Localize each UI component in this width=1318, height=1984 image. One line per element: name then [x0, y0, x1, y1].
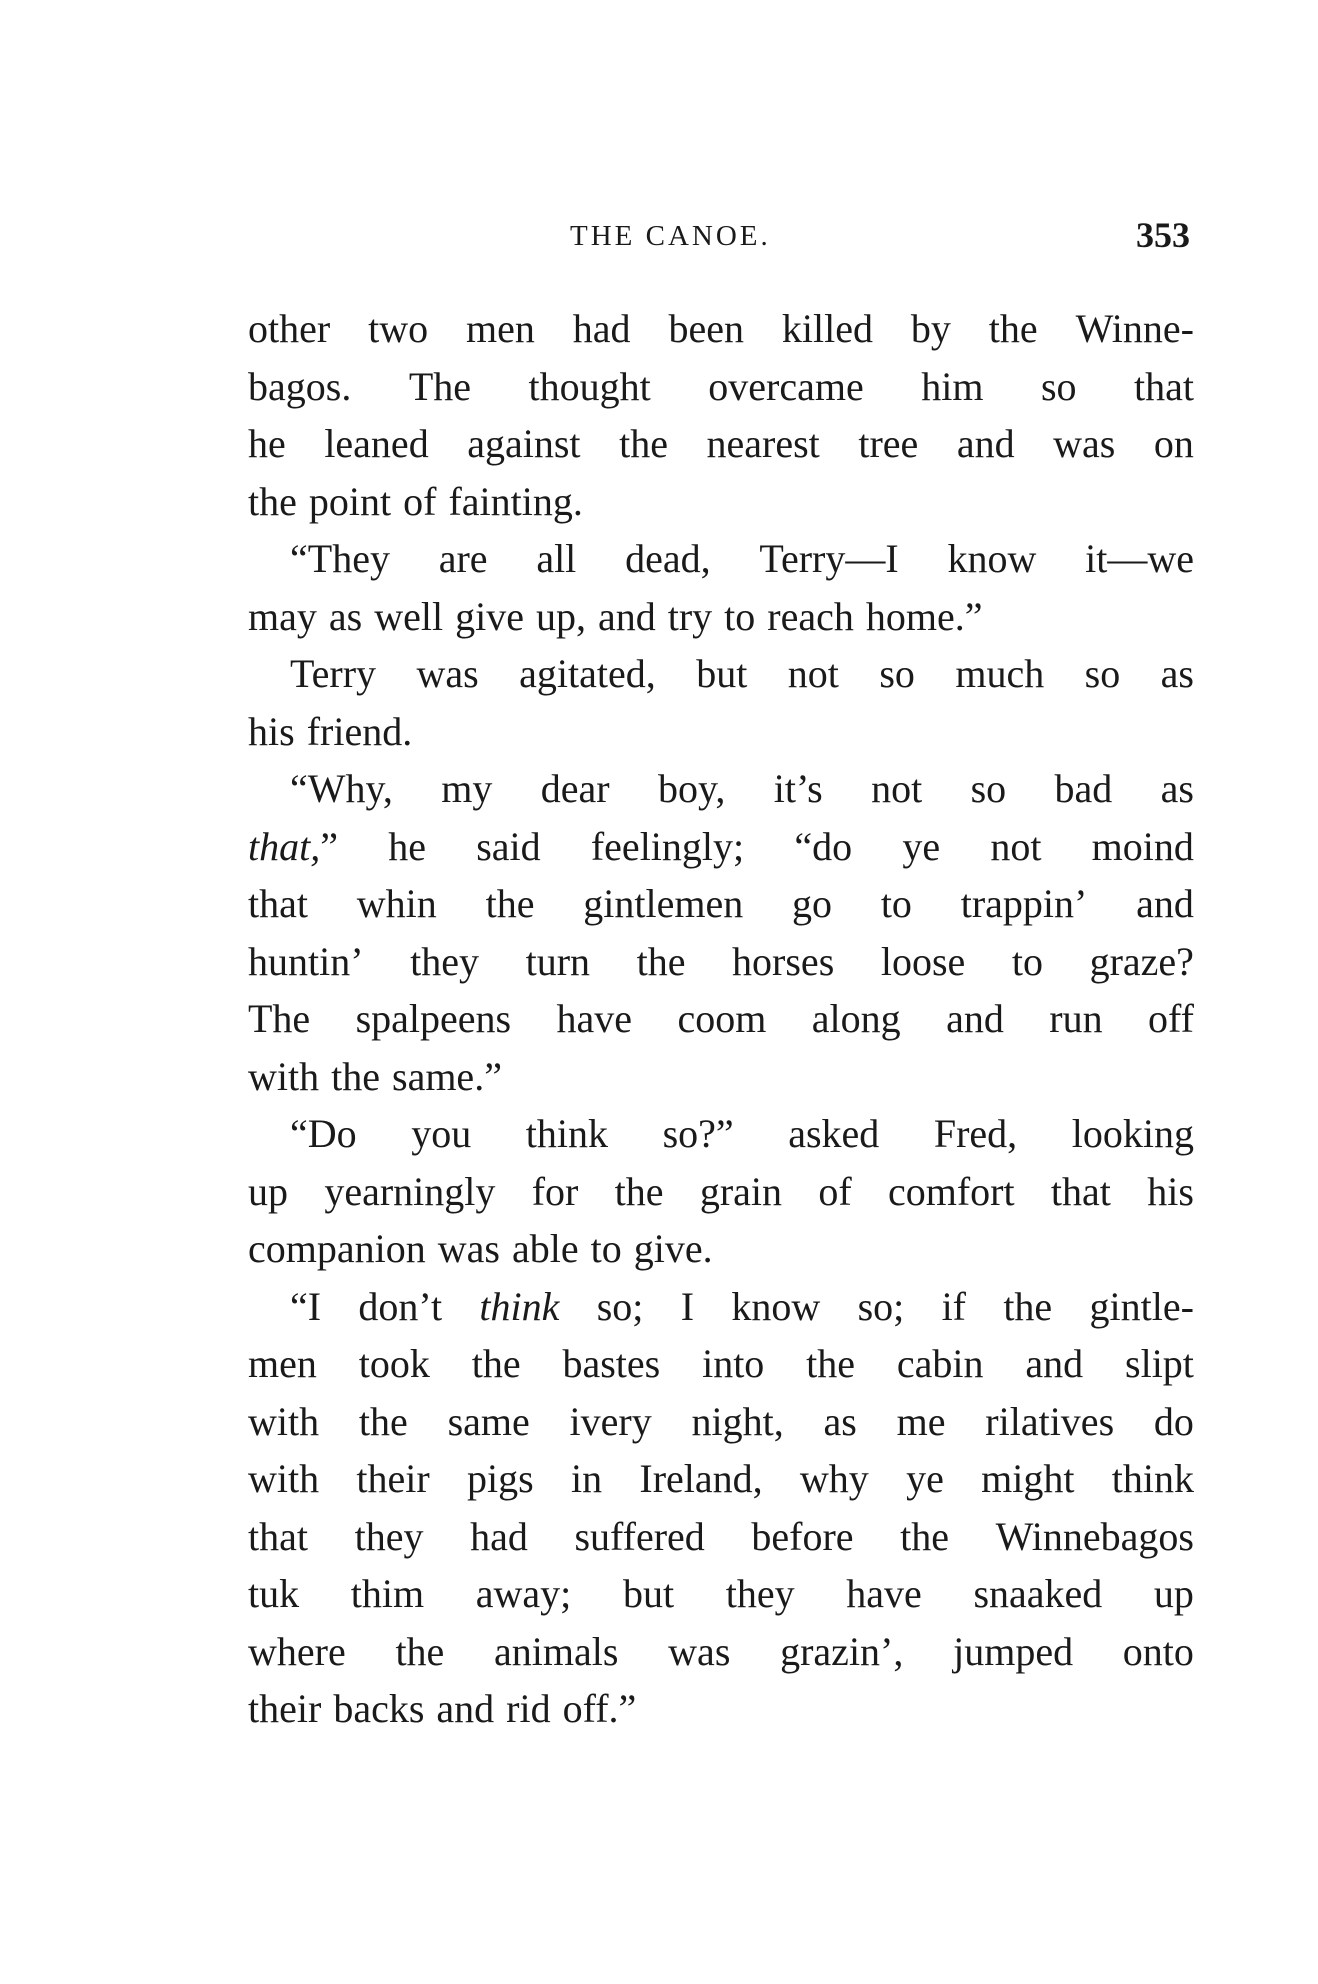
- word: the: [1003, 1283, 1053, 1329]
- word: the: [331, 1053, 380, 1099]
- text-line: [248, 1680, 1194, 1738]
- text-line: [248, 875, 1194, 933]
- word: was: [1053, 421, 1116, 466]
- word: it’s: [773, 766, 823, 811]
- word: may: [248, 593, 317, 639]
- word: looking: [1071, 1111, 1194, 1156]
- word: the: [485, 881, 535, 926]
- word: have: [846, 1571, 922, 1616]
- word: point: [308, 478, 392, 524]
- word: so: [970, 766, 1007, 811]
- word: my: [441, 766, 493, 811]
- word: loose: [880, 938, 966, 984]
- text-line: [248, 1278, 1194, 1336]
- word: him: [921, 363, 984, 409]
- word: off.”: [562, 1686, 637, 1731]
- word: overcame: [708, 363, 864, 409]
- word: “I: [290, 1283, 322, 1329]
- word: off: [1148, 996, 1194, 1041]
- word: same.”: [392, 1053, 502, 1099]
- word: was: [668, 1628, 731, 1674]
- word: bad: [1054, 766, 1113, 811]
- word: he: [388, 823, 426, 869]
- page-header: [250, 214, 1190, 264]
- word: was: [416, 651, 479, 696]
- word: go: [792, 881, 833, 926]
- word: to: [1011, 938, 1043, 984]
- word: rid: [506, 1686, 551, 1731]
- word: fainting.: [448, 478, 583, 524]
- word: the: [988, 306, 1038, 351]
- word: why: [799, 1456, 869, 1501]
- word: not: [871, 766, 923, 811]
- word: Winne-: [1075, 306, 1194, 351]
- word: his: [248, 708, 295, 754]
- word: so;: [857, 1283, 905, 1329]
- word: the: [636, 938, 686, 984]
- word: trappin’: [960, 881, 1088, 926]
- word: grain: [699, 1168, 783, 1214]
- word: had: [470, 1513, 528, 1559]
- word: agitated,: [519, 651, 656, 696]
- word: his: [1147, 1168, 1194, 1214]
- word: Terry—I: [759, 536, 899, 581]
- text-line: [248, 760, 1194, 818]
- word: so: [1040, 363, 1077, 409]
- word: he: [248, 421, 286, 466]
- word: for: [531, 1168, 579, 1214]
- text-line: [248, 415, 1194, 473]
- word: gintle-: [1089, 1283, 1194, 1329]
- text-line: [248, 1105, 1194, 1163]
- word: Ireland,: [639, 1456, 763, 1501]
- word: Winnebagos: [995, 1513, 1194, 1559]
- word: that: [1134, 363, 1194, 409]
- word: coom: [677, 996, 767, 1041]
- word: ye: [906, 1456, 944, 1501]
- word: that: [248, 881, 308, 926]
- word: are: [438, 536, 488, 581]
- word: as: [1160, 651, 1194, 696]
- word: “Do: [290, 1111, 357, 1156]
- word: they: [725, 1571, 795, 1616]
- word: thim: [350, 1571, 425, 1616]
- word: been: [668, 306, 744, 351]
- text-line: [248, 1220, 1194, 1278]
- text-line: [248, 933, 1194, 991]
- word: home.”: [865, 593, 983, 639]
- text-line: [248, 530, 1194, 588]
- text-line: [248, 1048, 1194, 1106]
- word: grazin’,: [780, 1628, 904, 1674]
- word: their: [356, 1456, 430, 1501]
- text-line: [248, 1335, 1194, 1393]
- word: have: [556, 996, 633, 1041]
- word: “Why,: [290, 766, 393, 811]
- word: as: [823, 1398, 857, 1444]
- word: they: [410, 938, 479, 984]
- word: graze?: [1089, 938, 1194, 984]
- word: two: [368, 306, 429, 351]
- word: think: [1111, 1456, 1194, 1501]
- word: The: [248, 996, 311, 1041]
- word: turn: [525, 938, 591, 984]
- text-line: [248, 588, 1194, 646]
- word: leaned: [324, 421, 429, 466]
- word: the: [619, 421, 668, 466]
- word: Fred,: [933, 1111, 1018, 1156]
- text-line: [248, 473, 1194, 531]
- word: friend.: [306, 708, 413, 754]
- word: not: [787, 651, 839, 696]
- word: the: [248, 478, 297, 524]
- word: so;: [596, 1283, 644, 1329]
- word: up: [1153, 1571, 1194, 1616]
- text-line: [248, 1163, 1194, 1221]
- word: on: [1153, 421, 1194, 466]
- word: and: [946, 996, 1004, 1041]
- word: up: [248, 1168, 288, 1214]
- text-line: [248, 703, 1194, 761]
- text-line: [248, 1623, 1194, 1681]
- word: give: [455, 593, 524, 639]
- text-line: [248, 818, 1194, 876]
- text-line: [248, 645, 1194, 703]
- word: the: [395, 1628, 445, 1674]
- word: to: [724, 593, 756, 639]
- word: but: [696, 651, 748, 696]
- word: tuk: [248, 1571, 300, 1616]
- word: the: [471, 1341, 521, 1386]
- word: yearningly: [324, 1168, 496, 1214]
- word: whin: [356, 881, 437, 926]
- word: tree: [858, 421, 919, 466]
- word: gintlemen: [583, 881, 744, 926]
- word: where: [248, 1628, 346, 1674]
- word: snaaked: [973, 1571, 1103, 1616]
- word: and: [1025, 1341, 1084, 1386]
- word: they: [354, 1513, 424, 1559]
- text-line: [248, 990, 1194, 1048]
- word: thought: [528, 363, 651, 409]
- body-text: [248, 300, 1194, 1738]
- word: think: [525, 1111, 608, 1156]
- word: jumped: [953, 1628, 1074, 1674]
- word: that: [1050, 1168, 1111, 1214]
- word: their: [248, 1686, 322, 1731]
- word: and: [436, 1686, 495, 1731]
- word: had: [572, 306, 631, 351]
- word: with: [248, 1456, 320, 1501]
- word: spalpeens: [355, 996, 512, 1041]
- word: if: [941, 1283, 966, 1329]
- word: not: [990, 823, 1042, 869]
- word: horses: [732, 938, 835, 984]
- word: suffered: [574, 1513, 705, 1559]
- word: me: [896, 1398, 946, 1444]
- word: backs: [333, 1686, 425, 1731]
- word: other: [248, 306, 331, 351]
- text-line: [248, 300, 1194, 358]
- word: might: [981, 1456, 1075, 1501]
- word: so?”: [662, 1111, 734, 1156]
- word: you: [411, 1111, 472, 1156]
- word: in: [570, 1456, 603, 1501]
- word: all: [536, 536, 577, 581]
- word: as: [1160, 766, 1194, 811]
- word: think: [479, 1283, 560, 1329]
- word: give.: [633, 1226, 713, 1271]
- word: with: [248, 1398, 320, 1444]
- word: took: [358, 1341, 430, 1386]
- word: killed: [781, 306, 873, 351]
- word: but: [622, 1571, 675, 1616]
- word: run: [1049, 996, 1103, 1041]
- word: “They: [290, 536, 390, 581]
- word: know: [947, 536, 1037, 581]
- word: asked: [788, 1111, 880, 1156]
- word: bastes: [562, 1341, 661, 1386]
- word: so: [879, 651, 915, 696]
- word: men: [248, 1341, 317, 1386]
- word: by: [910, 306, 951, 351]
- word: of: [818, 1168, 852, 1214]
- word: I: [680, 1283, 695, 1329]
- word: “do: [794, 823, 853, 869]
- word: try: [667, 593, 713, 639]
- word: night,: [691, 1398, 784, 1444]
- word: animals: [494, 1628, 619, 1674]
- word: boy,: [658, 766, 726, 811]
- word: that,”: [248, 823, 338, 869]
- word: was: [437, 1226, 500, 1271]
- word: huntin’: [248, 938, 364, 984]
- word: said: [476, 823, 541, 869]
- word: companion: [248, 1226, 426, 1271]
- word: comfort: [887, 1168, 1015, 1214]
- word: that: [248, 1513, 308, 1559]
- word: slipt: [1125, 1341, 1194, 1386]
- text-line: [248, 1450, 1194, 1508]
- word: before: [751, 1513, 854, 1559]
- running-title: THE CANOE.: [570, 220, 771, 252]
- word: rilatives: [985, 1398, 1115, 1444]
- word: nearest: [706, 421, 820, 466]
- word: bagos.: [248, 363, 352, 409]
- word: ivery: [569, 1398, 652, 1444]
- word: know: [731, 1283, 821, 1329]
- text-line: [248, 358, 1194, 416]
- word: it—we: [1085, 536, 1194, 581]
- word: to: [590, 1226, 622, 1271]
- word: up,: [535, 593, 586, 639]
- word: The: [408, 363, 472, 409]
- word: with: [248, 1053, 320, 1099]
- word: the: [900, 1513, 950, 1559]
- word: pigs: [467, 1456, 534, 1501]
- text-line: [248, 1508, 1194, 1566]
- word: well: [374, 593, 444, 639]
- text-line: [248, 1393, 1194, 1451]
- word: much: [955, 651, 1045, 696]
- word: the: [806, 1341, 856, 1386]
- word: and: [956, 421, 1015, 466]
- word: so: [1084, 651, 1121, 696]
- word: along: [811, 996, 901, 1041]
- word: don’t: [358, 1283, 443, 1329]
- word: men: [466, 306, 535, 351]
- text-line: [248, 1565, 1194, 1623]
- word: feelingly;: [590, 823, 745, 869]
- word: as: [328, 593, 363, 639]
- word: do: [1153, 1398, 1194, 1444]
- word: the: [614, 1168, 664, 1214]
- word: reach: [767, 593, 854, 639]
- word: to: [880, 881, 912, 926]
- word: dead,: [625, 536, 711, 581]
- word: of: [403, 478, 437, 524]
- word: into: [702, 1341, 765, 1386]
- word: against: [467, 421, 581, 466]
- word: the: [358, 1398, 408, 1444]
- word: away;: [475, 1571, 572, 1616]
- word: Terry: [290, 651, 377, 696]
- word: onto: [1122, 1628, 1194, 1674]
- word: dear: [540, 766, 610, 811]
- word: ye: [902, 823, 941, 869]
- word: and: [597, 593, 656, 639]
- page-number: 353: [1136, 215, 1190, 255]
- word: cabin: [896, 1341, 984, 1386]
- word: able: [511, 1226, 579, 1271]
- word: moind: [1091, 823, 1194, 869]
- word: and: [1136, 881, 1194, 926]
- word: same: [447, 1398, 530, 1444]
